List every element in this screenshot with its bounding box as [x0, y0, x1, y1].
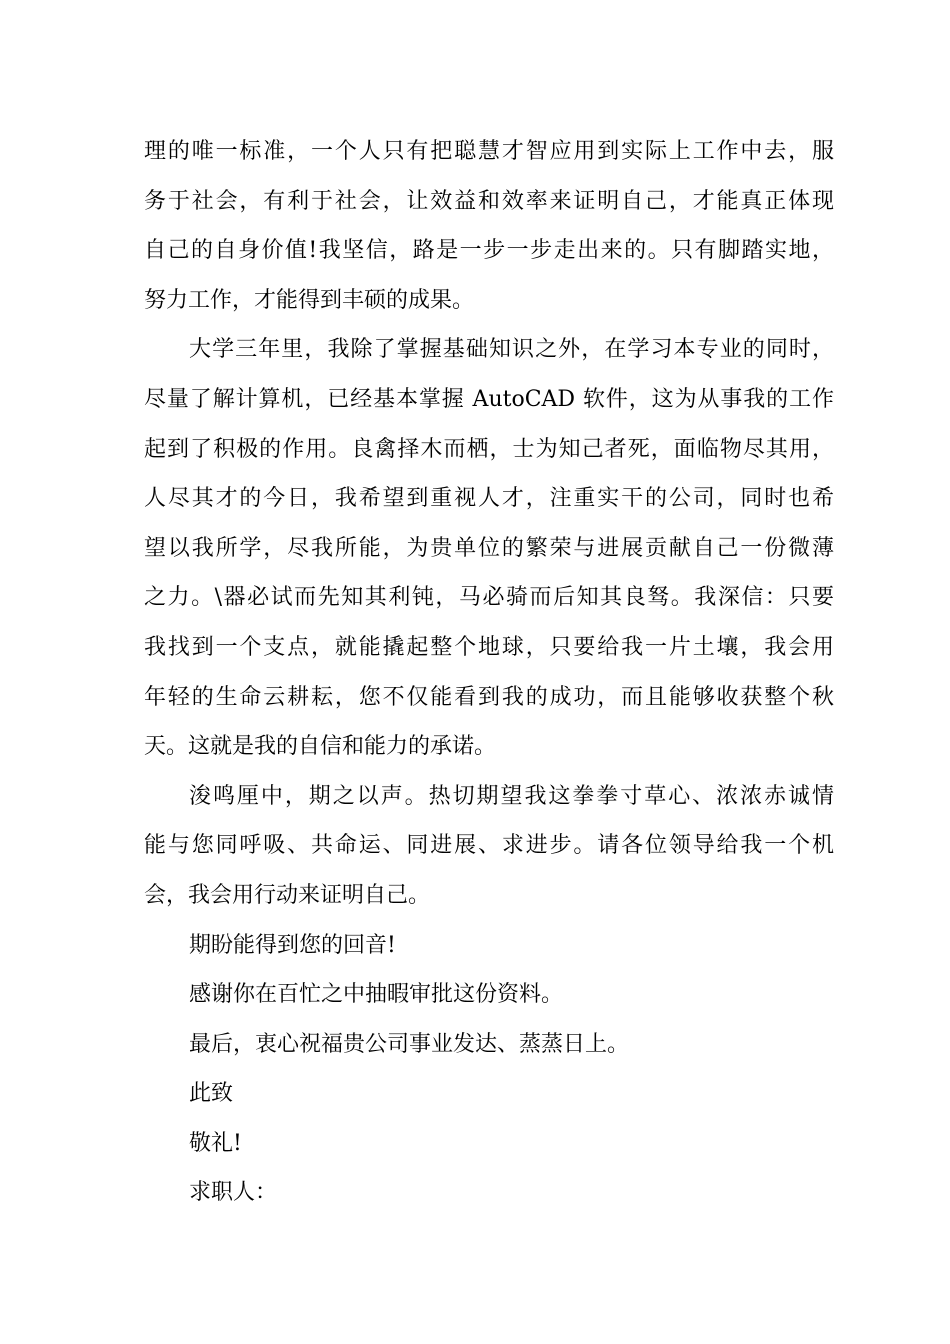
text-line: 会，我会用行动来证明自己。: [144, 882, 431, 908]
salutation-cizhi: 此致: [189, 1081, 234, 1107]
text-line: 务于社会，有利于社会，让效益和效率来证明自己，才能真正体现: [144, 188, 834, 214]
applicant-signature-label: 求职人：: [189, 1180, 278, 1206]
text-line: 之力。\器必试而先知其利钝，马必骑而后知其良驽。我深信：只要: [144, 585, 834, 611]
text-line: 努力工作，才能得到丰硕的成果。: [144, 287, 475, 313]
closing-section: [144, 921, 834, 1219]
text-line: 我找到一个支点，就能撬起整个地球，只要给我一片土壤，我会用: [144, 634, 834, 660]
text-line: 大学三年里，我除了掌握基础知识之外，在学习本专业的同时，: [189, 337, 834, 363]
text-line: 浚鸣厘中，期之以声。热切期望我这拳拳寸草心、浓浓赤诚情: [189, 783, 834, 809]
salutation-jingli: 敬礼!: [189, 1130, 242, 1156]
text-line: 自己的自身价值!我坚信，路是一步一步走出来的。只有脚踏实地，: [144, 238, 834, 264]
closing-wish: 最后，衷心祝福贵公司事业发达、蒸蒸日上。: [189, 1031, 630, 1057]
text-line: 尽量了解计算机，已经基本掌握 AutoCAD 软件，这为从事我的工作: [144, 386, 834, 412]
text-line: 望以我所学，尽我所能，为贵单位的繁荣与进展贡献自己一份微薄: [144, 535, 834, 561]
text-line: 天。这就是我的自信和能力的承诺。: [144, 734, 497, 760]
text-line: 起到了积极的作用。良禽择木而栖，士为知己者死，面临物尽其用，: [144, 436, 834, 462]
paragraph-1: [144, 127, 834, 325]
letter-body: [144, 127, 834, 1218]
closing-thanks: 感谢你在百忙之中抽暇审批这份资料。: [189, 982, 564, 1008]
closing-hope: 期盼能得到您的回音!: [189, 932, 396, 958]
text-line: 年轻的生命云耕耘，您不仅能看到我的成功，而且能够收获整个秋: [144, 684, 834, 710]
paragraph-3: [144, 772, 834, 921]
paragraph-2: [144, 325, 834, 771]
text-line: 能与您同呼吸、共命运、同进展、求进步。请各位领导给我一个机: [144, 833, 834, 859]
text-line: 理的唯一标准，一个人只有把聪慧才智应用到实际上工作中去，服: [144, 139, 834, 164]
text-line: 人尽其才的今日，我希望到重视人才，注重实干的公司，同时也希: [144, 486, 834, 512]
